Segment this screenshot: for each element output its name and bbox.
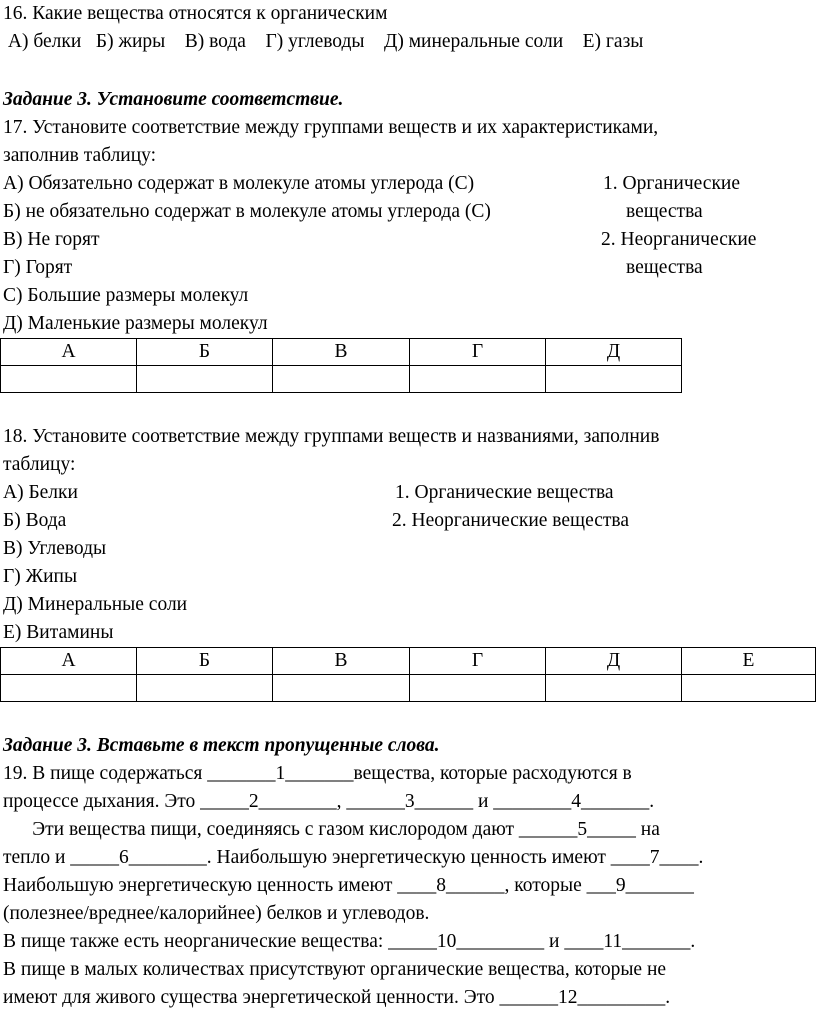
task3-heading-fill: Задание 3. Вставьте в текст пропущенные слова. — [3, 735, 440, 756]
q18-item-b: Б) Вода — [3, 510, 67, 531]
q18-item-g: Г) Жипы — [3, 566, 78, 587]
q19-line-7: В пище также есть неорганические вещества: _____10_________ и ____11_______. — [3, 931, 696, 952]
q19-line-5: Наибольшую энергетическую ценность имеют ____8______, которые ___9_______ — [3, 875, 694, 896]
q18-table-header-row — [1, 648, 816, 675]
q18-answer-cell-e[interactable] — [682, 675, 816, 702]
q17-header-a: А — [1, 339, 137, 366]
q17-question-line1: 17. Установите соответствие между группами веществ и их характеристиками, — [3, 117, 659, 138]
q18-header-g: Г — [410, 648, 546, 675]
q19-line-4: тепло и _____6________. Наибольшую энергетическую ценность имеют ____7____. — [3, 847, 704, 868]
q17-item-d: Д) Маленькие размеры молекул — [3, 313, 268, 334]
q17-table-header-row — [1, 339, 682, 366]
q18-header-a: А — [1, 648, 137, 675]
q17-answer-cell-a[interactable] — [1, 366, 137, 393]
q17-item-g: Г) Горят — [3, 257, 73, 278]
q18-header-v: В — [273, 648, 410, 675]
q17-item-a: А) Обязательно содержат в молекуле атомы углерода (С) — [3, 173, 475, 194]
q19-line-1: 19. В пище содержаться _______1_______вещества, которые расходуются в — [3, 763, 632, 784]
q19-line-8: В пище в малых количествах присутствуют органические вещества, которые не — [3, 959, 667, 980]
q17-answer-cell-g[interactable] — [410, 366, 546, 393]
q18-question-line1: 18. Установите соответствие между группами веществ и названиями, заполнив — [3, 426, 660, 447]
q17-answer-cell-d[interactable] — [546, 366, 682, 393]
q18-answer-cell-a[interactable] — [1, 675, 137, 702]
q17-header-v: В — [273, 339, 410, 366]
q17-answer-inorganic: 2. Неорганические — [601, 229, 757, 250]
q18-answer-cell-g[interactable] — [410, 675, 546, 702]
q17-answer-inorganic-cont: вещества — [626, 257, 703, 278]
q18-answer-cell-d[interactable] — [546, 675, 682, 702]
q17-answer-cell-v[interactable] — [273, 366, 410, 393]
q18-header-b: Б — [137, 648, 273, 675]
q17-header-d: Д — [546, 339, 682, 366]
q17-item-v: В) Не горят — [3, 229, 100, 250]
q18-answer-cell-b[interactable] — [137, 675, 273, 702]
q18-item-v: В) Углеводы — [3, 538, 107, 559]
q17-header-g: Г — [410, 339, 546, 366]
q19-line-2: процессе дыхания. Это _____2________, ______3______ и ________4_______. — [3, 791, 655, 812]
q16-question: 16. Какие вещества относятся к органическим — [3, 3, 388, 24]
q18-answer-cell-v[interactable] — [273, 675, 410, 702]
q17-header-b: Б — [137, 339, 273, 366]
task3-heading-match: Задание 3. Установите соответствие. — [3, 89, 344, 110]
q19-line-3: Эти вещества пищи, соединяясь с газом кислородом дают ______5_____ на — [3, 819, 660, 840]
q17-item-b: Б) не обязательно содержат в молекуле атомы углерода (С) — [3, 201, 491, 222]
q18-answer-inorganic: 2. Неорганические вещества — [392, 510, 629, 531]
q18-table-answer-row — [1, 675, 816, 702]
q17-question-line2: заполнив таблицу: — [3, 145, 157, 166]
q18-item-e: Е) Витамины — [3, 622, 114, 643]
q18-header-d: Д — [546, 648, 682, 675]
q17-answer-table — [0, 338, 682, 393]
q17-item-s: С) Большие размеры молекул — [3, 285, 249, 306]
q18-item-a: А) Белки — [3, 482, 78, 503]
q18-item-d: Д) Минеральные соли — [3, 594, 188, 615]
q17-answer-cell-b[interactable] — [137, 366, 273, 393]
q19-line-6: (полезнее/вреднее/калорийнее) белков и углеводов. — [3, 903, 430, 924]
q19-line-9: имеют для живого существа энергетической ценности. Это ______12_________. — [3, 987, 671, 1008]
q17-table-answer-row — [1, 366, 682, 393]
q17-answer-organic: 1. Органические — [603, 173, 741, 194]
q18-answer-organic: 1. Органические вещества — [395, 482, 614, 503]
q16-options: А) белки Б) жиры В) вода Г) углеводы Д) минеральные соли Е) газы — [3, 31, 644, 52]
q18-question-line2: таблицу: — [3, 454, 76, 475]
q18-header-e: Е — [682, 648, 816, 675]
q18-answer-table — [0, 647, 816, 702]
q17-answer-organic-cont: вещества — [626, 201, 703, 222]
